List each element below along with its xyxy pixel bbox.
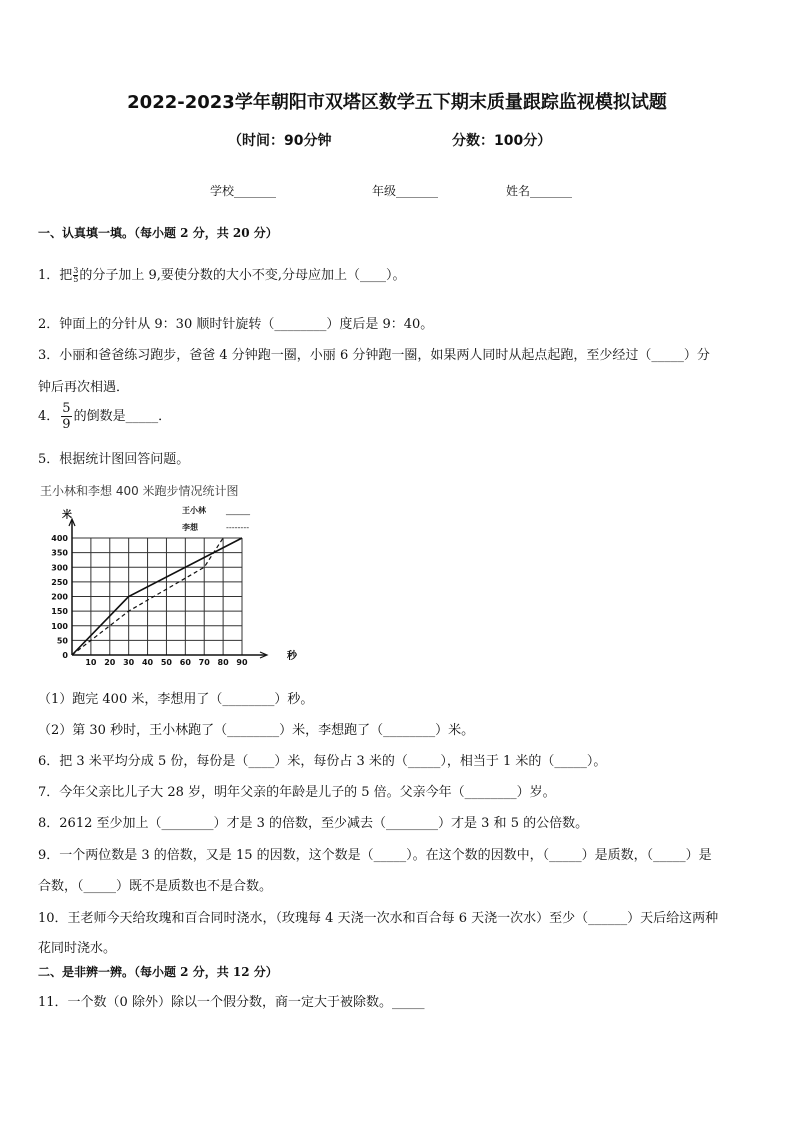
question-3-line-1: 3．小丽和爸爸练习跑步，爸爸 4 分钟跑一圈，小丽 6 分钟跑一圈，如果两人同时从起点起跑，至少经过（_____）分 [38,348,710,363]
x-tick-label-90: 90 [236,658,248,667]
q1-text: 的分子加上 9,要使分数的大小不变,分母应加上（____）。 [79,268,406,283]
q4-fraction-denominator: 9 [62,417,71,432]
x-tick-label-50: 50 [160,658,173,667]
chart-title: 王小林和李想 400 米跑步情况统计图 [40,484,239,498]
y-tick-label-100: 100 [51,621,68,631]
q1-prefix: 1．把 [38,268,73,283]
x-tick-label-70: 70 [198,658,210,667]
x-tick-label-80: 80 [217,658,229,667]
page-title: 2022-2023学年朝阳市双塔区数学五下期末质量跟踪监视模拟试题 [127,92,667,113]
y-tick-label-250: 250 [51,577,68,587]
q1-fraction [73,267,78,284]
question-5: 5．根据统计图回答问题。 [38,452,190,467]
y-tick-label-50: 50 [56,636,68,646]
school-field[interactable]: 学校_______ [210,184,277,198]
y-tick-label-300: 300 [51,563,68,573]
y-tick-label-150: 150 [51,607,68,617]
chart-grid [72,538,242,655]
section-1-heading: 一、认真填一填。（每小题 2 分，共 20 分） [38,226,278,240]
q4-text: 的倒数是_____． [73,409,172,424]
question-4 [38,402,171,431]
y-tick-label-400: 400 [51,534,68,543]
question-11: 11．一个数（0 除外）除以一个假分数，商一定大于被除数。_____ [38,995,425,1010]
y-tick-label-350: 350 [51,548,68,558]
question-5-part-1: （1）跑完 400 米，李想用了（________）秒。 [38,692,314,707]
question-9-line-1: 9．一个两位数是 3 的倍数，又是 15 的因数，这个数是（_____）。在这个数的因数中，（_____）是质数，（_____）是 [38,848,712,863]
question-6: 6．把 3 米平均分成 5 份，每份是（____）米，每份占 3 米的（_____），相当于 1 米的（_____）。 [38,754,607,769]
q1-fraction-denominator: 5 [73,275,79,284]
q4-fraction [61,402,71,431]
grade-field[interactable]: 年级_______ [372,184,439,198]
time-limit: （时间：90分钟 [228,133,332,149]
running-chart [36,478,316,668]
total-score: 分数：100分） [452,133,552,149]
x-tick-label-20: 20 [104,658,116,667]
x-tick-label-30: 30 [123,658,135,667]
question-5-part-2: （2）第 30 秒时，王小林跑了（________）米，李想跑了（________）米。 [38,723,475,738]
q4-fraction-numerator: 5 [62,401,71,416]
x-axis-label: 秒 [287,651,297,662]
x-tick-label-40: 40 [141,658,154,667]
question-9-line-2: 合数，（_____）既不是质数也不是合数。 [38,879,273,894]
question-3-line-2: 钟后再次相遇． [38,380,130,395]
y-tick-label-200: 200 [51,592,68,602]
legend-name-lixiang: 李想 [182,523,198,532]
question-7: 7．今年父亲比儿子大 28 岁，明年父亲的年龄是儿子的 5 倍。父亲今年（________）岁。 [38,785,556,800]
q4-prefix: 4． [38,409,60,424]
question-10-line-1: 10．王老师今天给玫瑰和百合同时浇水，（玫瑰每 4 天浇一次水和百合每 6 天浇一次水）至少（______）天后给这两种 [38,911,719,926]
x-tick-label-10: 10 [85,658,97,667]
question-10-line-2: 花同时浇水。 [38,941,117,956]
question-8: 8．2612 至少加上（________）才是 3 的倍数，至少减去（________）才是 3 和 5 的公倍数。 [38,816,589,831]
y-tick-label-0: 0 [62,651,68,660]
section-2-heading: 二、是非辨一辨。（每小题 2 分，共 12 分） [38,965,278,979]
legend-sample-wangxiaolin: ______ [226,506,250,515]
y-axis-label: 米 [62,510,72,521]
name-field[interactable]: 姓名_______ [506,184,573,198]
q1-fraction-numerator: 3 [73,266,79,275]
question-1 [38,264,406,284]
x-tick-label-60: 60 [179,658,191,667]
legend-sample-lixiang: -------- [226,523,250,532]
question-2: 2．钟面上的分针从 9：30 顺时针旋转（________）度后是 9：40。 [38,317,434,332]
legend-name-wangxiaolin: 王小林 [182,506,206,515]
